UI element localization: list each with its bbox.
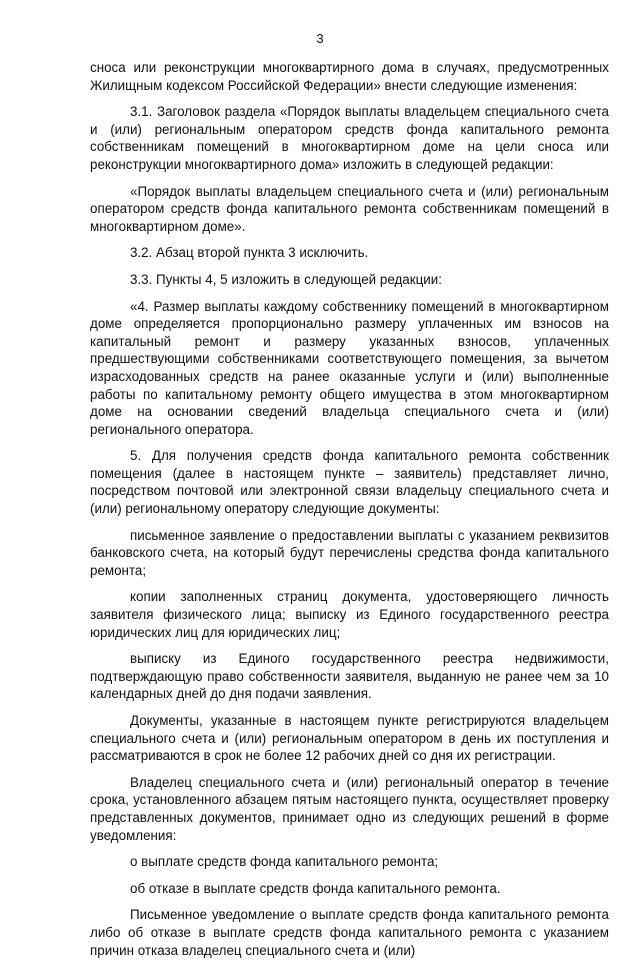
paragraph-extract: выписку из Единого государственного реестра недвижимости, подтверждающую право собственности заявителя, выданную не ранее чем за 10 календарных дней до дня подачи заявления.	[90, 651, 609, 702]
paragraph-review: Владелец специального счета и (или) региональный оператор в течение срока, установленного абзацем пятым настоящего пункта, осуществляет проверку представленных документов, принимает одно из следующих решений в форме уведомления:	[90, 774, 609, 843]
paragraph-point-4: «4. Размер выплаты каждому собственнику помещений в многоквартирном доме определяется пропорционально размеру уплаченных им взносов на капитальный ремонт и размеру указанных взносов, уплаченных предшествующими собственниками соответствующего помещения, за вычетом израсходованных средств на ранее оказанные услуги и (или) выполненные работы по капитальному ремонту общего имущества в этом многоквартирном доме на основании сведений владельца специального счета и (или) регионального оператора.	[90, 298, 609, 437]
paragraph-application: письменное заявление о предоставлении выплаты с указанием реквизитов банковского счета, на который будут перечислены средства фонда капитального ремонта;	[90, 527, 609, 578]
paragraph-3-3: 3.3. Пункты 4, 5 изложить в следующей редакции:	[130, 271, 442, 287]
paragraph-decision-refusal: об отказе в выплате средств фонда капитального ремонта.	[130, 880, 501, 896]
paragraph-3-2: 3.2. Абзац второй пункта 3 исключить.	[130, 245, 369, 261]
page-number: 3	[316, 31, 324, 46]
paragraph-notification: Письменное уведомление о выплате средств фонда капитального ремонта либо об отказе в выплате средств фонда капитального ремонта с указанием причин отказа владелец специального счета и (или)	[90, 907, 609, 958]
paragraph-registration: Документы, указанные в настоящем пункте регистрируются владельцем специального счета и (или) региональным оператором в день их поступления и рассматриваются в срок не более 12 рабочих дней со дня их регистрации.	[90, 713, 609, 764]
paragraph-3-1: 3.1. Заголовок раздела «Порядок выплаты владельцем специального счета и (или) региональным оператором средств фонда капитального ремонта собственникам помещений в многоквартирном доме на цели сноса или реконструкции многоквартирного дома» изложить в следующей редакции:	[90, 104, 609, 172]
document-body	[90, 59, 609, 968]
paragraph-decision-payment: о выплате средств фонда капитального ремонта;	[130, 854, 439, 870]
paragraph-point-5: 5. Для получения средств фонда капитального ремонта собственник помещения (далее в настоящем пункте – заявитель) представляет лично, посредством почтовой или электронной связи владельцу специального счета и (или) региональному оператору следующие документы:	[90, 448, 609, 517]
paragraph-quoted-title: «Порядок выплаты владельцем специального счета и (или) региональным оператором средств фонда капитального ремонта собственникам помещений в многоквартирном доме».	[90, 183, 609, 234]
paragraph-continuation: сноса или реконструкции многоквартирного дома в случаях, предусмотренных Жилищным кодексом Российской Федерации» внести следующие изменения:	[90, 60, 609, 93]
paragraph-copies: копии заполненных страниц документа, удостоверяющего личность заявителя физического лица; выписку из Единого государственного реестра юридических лиц для юридических лиц;	[90, 589, 609, 640]
